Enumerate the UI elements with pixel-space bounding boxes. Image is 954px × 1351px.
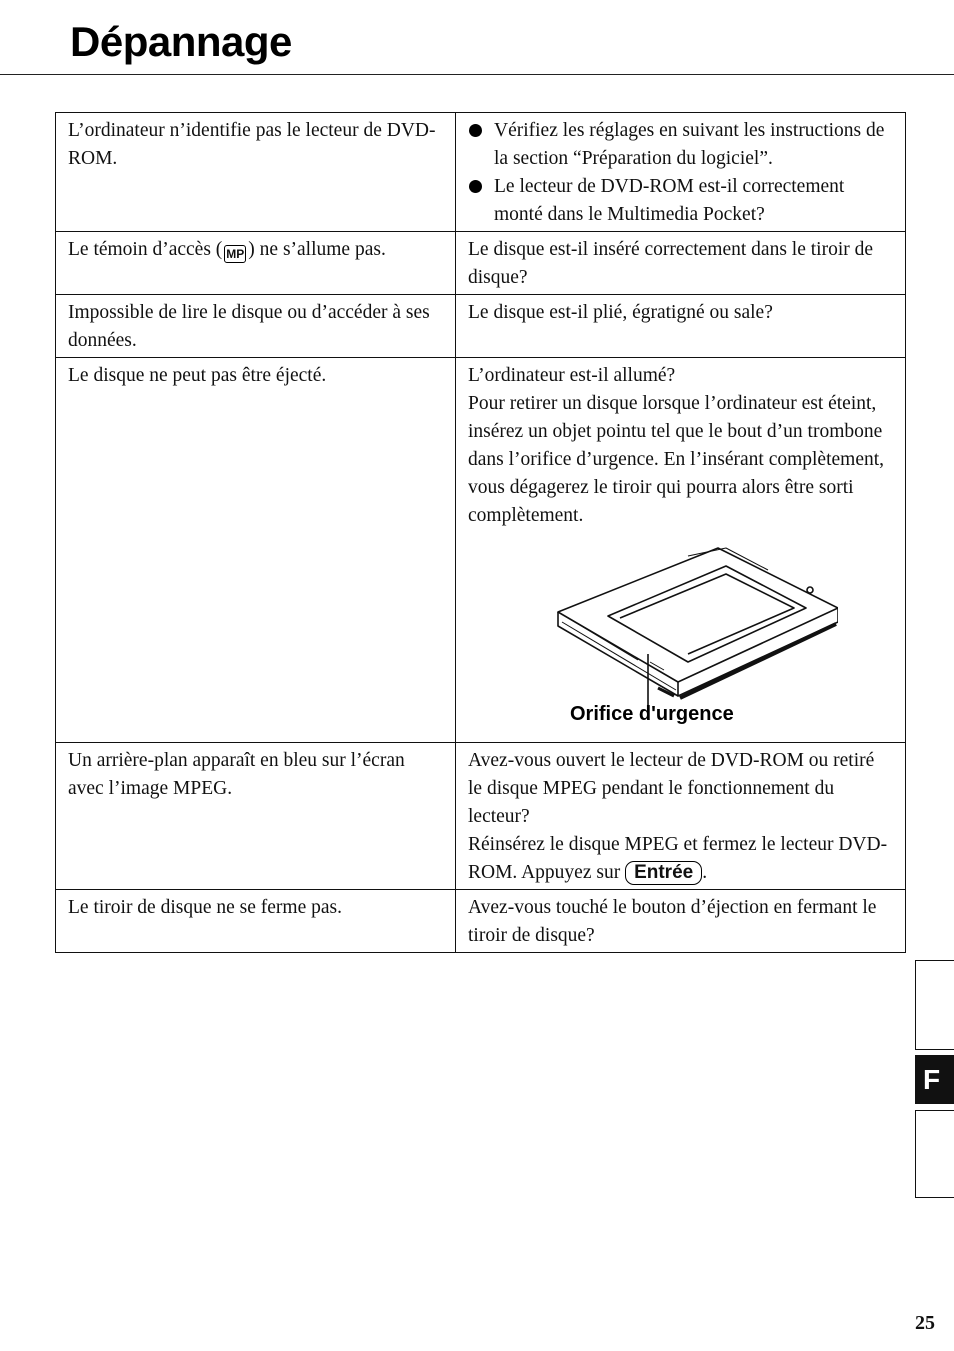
problem-cell: Le tiroir de disque ne se ferme pas.: [56, 890, 456, 953]
solution-text-start: Réinsérez le disque MPEG et fermez le lecteur DVD-ROM. Appuyez sur: [468, 834, 888, 883]
list-item: [468, 173, 893, 229]
multimedia-pocket-indicator-icon: MP: [226, 247, 245, 261]
solution-question: L’ordinateur est-il allumé?: [468, 365, 676, 386]
bullet-icon: [469, 124, 482, 137]
table-row: [56, 232, 906, 295]
list-item: [468, 117, 893, 173]
dvd-drive-figure: [468, 530, 893, 740]
side-tab-frame-bottom: [915, 1110, 954, 1198]
emergency-hole-label: Orifice d'urgence: [570, 703, 734, 725]
solution-cell: Avez-vous touché le bouton d’éjection en fermant le tiroir de disque?: [456, 890, 906, 953]
solution-cell: Le disque est-il plié, égratigné ou sale?: [456, 295, 906, 358]
page-title: Dépannage: [70, 18, 292, 65]
solution-cell: [456, 113, 906, 232]
side-tab-frame-top: [915, 960, 954, 1050]
problem-cell: Un arrière-plan apparaît en bleu sur l’écran avec l’image MPEG.: [56, 743, 456, 890]
bullet-icon: [469, 180, 482, 193]
table-row: [56, 890, 906, 953]
title-divider: [0, 74, 954, 75]
table-row: [56, 113, 906, 232]
language-tab-french: F: [915, 1055, 954, 1104]
page-number: 25: [915, 1312, 935, 1334]
solution-question: Avez-vous ouvert le lecteur de DVD-ROM ou retiré le disque MPEG pendant le fonctionnement du lecteur?: [468, 750, 875, 827]
solution-instructions: Pour retirer un disque lorsque l’ordinateur est éteint, insérez un objet pointu tel que le bout d’un trombone dans l’orifice d’urgence. En l’insérant complètement, vous dégagerez le tiroir qui pourra alors être sorti complètement.: [468, 393, 885, 526]
solution-instructions: [468, 831, 893, 887]
problem-text-start: Le témoin d’accès (: [68, 239, 223, 260]
solution-text-end: .: [702, 862, 708, 883]
solution-cell: [456, 743, 906, 890]
solution-bullet-list: [468, 117, 893, 229]
troubleshooting-table: [55, 112, 906, 953]
dvd-drive-illustration-icon: [538, 544, 838, 714]
table-row: [56, 358, 906, 743]
table-row: [56, 743, 906, 890]
table-row: [56, 295, 906, 358]
solution-cell: [456, 358, 906, 743]
problem-cell: Impossible de lire le disque ou d’accéder à ses données.: [56, 295, 456, 358]
bullet-text: Vérifiez les réglages en suivant les instructions de la section “Préparation du logiciel”.: [494, 120, 885, 169]
problem-text-end: ) ne s’allume pas.: [248, 239, 386, 260]
problem-cell: Le disque ne peut pas être éjecté.: [56, 358, 456, 743]
solution-cell: Le disque est-il inséré correctement dans le tiroir de disque?: [456, 232, 906, 295]
enter-key-icon: Entrée: [625, 861, 702, 885]
bullet-text: Le lecteur de DVD-ROM est-il correctement monté dans le Multimedia Pocket?: [494, 176, 845, 225]
problem-cell: [56, 232, 456, 295]
problem-cell: L’ordinateur n’identifie pas le lecteur de DVD-ROM.: [56, 113, 456, 232]
